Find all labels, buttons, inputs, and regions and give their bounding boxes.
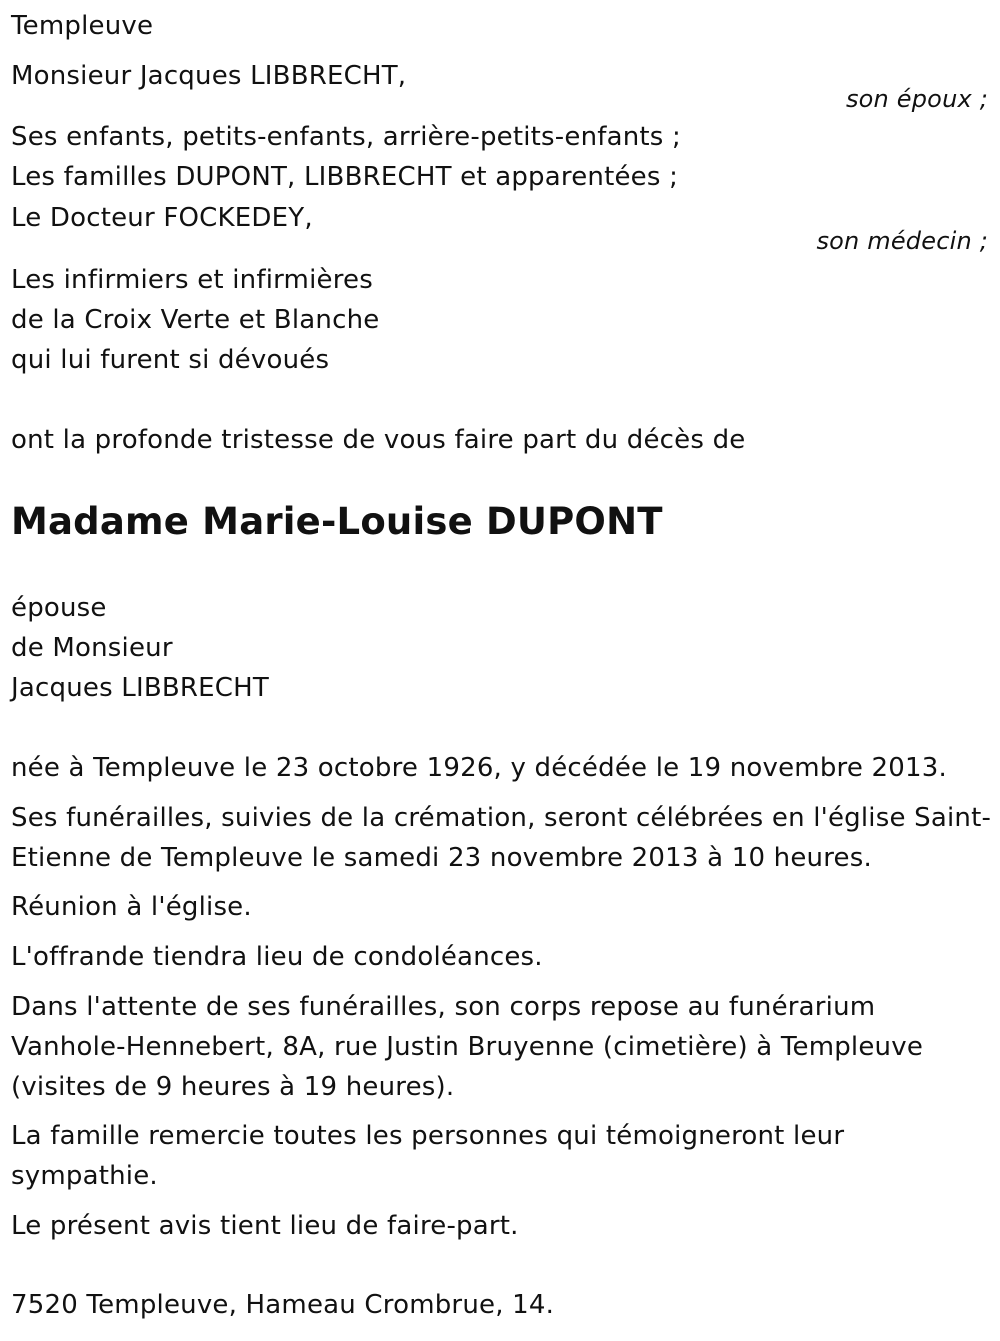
nurses-line-3: qui lui furent si dévoués (11, 345, 330, 375)
nurses-line-2: de la Croix Verte et Blanche (11, 305, 380, 335)
deceased-name: Madame Marie-Louise DUPONT (11, 500, 663, 543)
address-line: 7520 Templeuve, Hameau Crombrue, 14. (11, 1290, 555, 1320)
nurses-line-1: Les infirmiers et infirmières (11, 265, 373, 295)
announcement-line: ont la profonde tristesse de vous faire part du décès de (11, 425, 746, 455)
notice-line: Le présent avis tient lieu de faire-part. (11, 1211, 519, 1241)
spouse-line-1: épouse (11, 593, 107, 623)
thanks-line-2: sympathie. (11, 1161, 158, 1191)
spouse-line-2: de Monsieur (11, 633, 173, 663)
doctor-line: Le Docteur FOCKEDEY, (11, 203, 313, 233)
doctor-role: son médecin ; (816, 227, 988, 255)
offering-line: L'offrande tiendra lieu de condoléances. (11, 942, 543, 972)
spouse-line-3: Jacques LIBBRECHT (11, 673, 269, 703)
birth-death-line: née à Templeuve le 23 octobre 1926, y décédée le 19 novembre 2013. (11, 753, 947, 783)
place-heading: Templeuve (11, 11, 154, 41)
funeral-line-2: Etienne de Templeuve le samedi 23 novembre 2013 à 10 heures. (11, 843, 872, 873)
body-line-3: (visites de 9 heures à 19 heures). (11, 1072, 455, 1102)
body-line-2: Vanhole-Hennebert, 8A, rue Justin Bruyenne (cimetière) à Templeuve (11, 1032, 924, 1062)
husband-role: son époux ; (845, 85, 988, 113)
children-line: Ses enfants, petits-enfants, arrière-petits-enfants ; (11, 122, 681, 152)
body-line-1: Dans l'attente de ses funérailles, son corps repose au funérarium (11, 992, 876, 1022)
thanks-line-1: La famille remercie toutes les personnes qui témoigneront leur (11, 1121, 845, 1151)
funeral-line-1: Ses funérailles, suivies de la crémation, seront célébrées en l'église Saint- (11, 803, 992, 833)
meeting-line: Réunion à l'église. (11, 892, 252, 922)
families-line: Les familles DUPONT, LIBBRECHT et apparentées ; (11, 162, 679, 192)
husband-line: Monsieur Jacques LIBBRECHT, (11, 61, 407, 91)
